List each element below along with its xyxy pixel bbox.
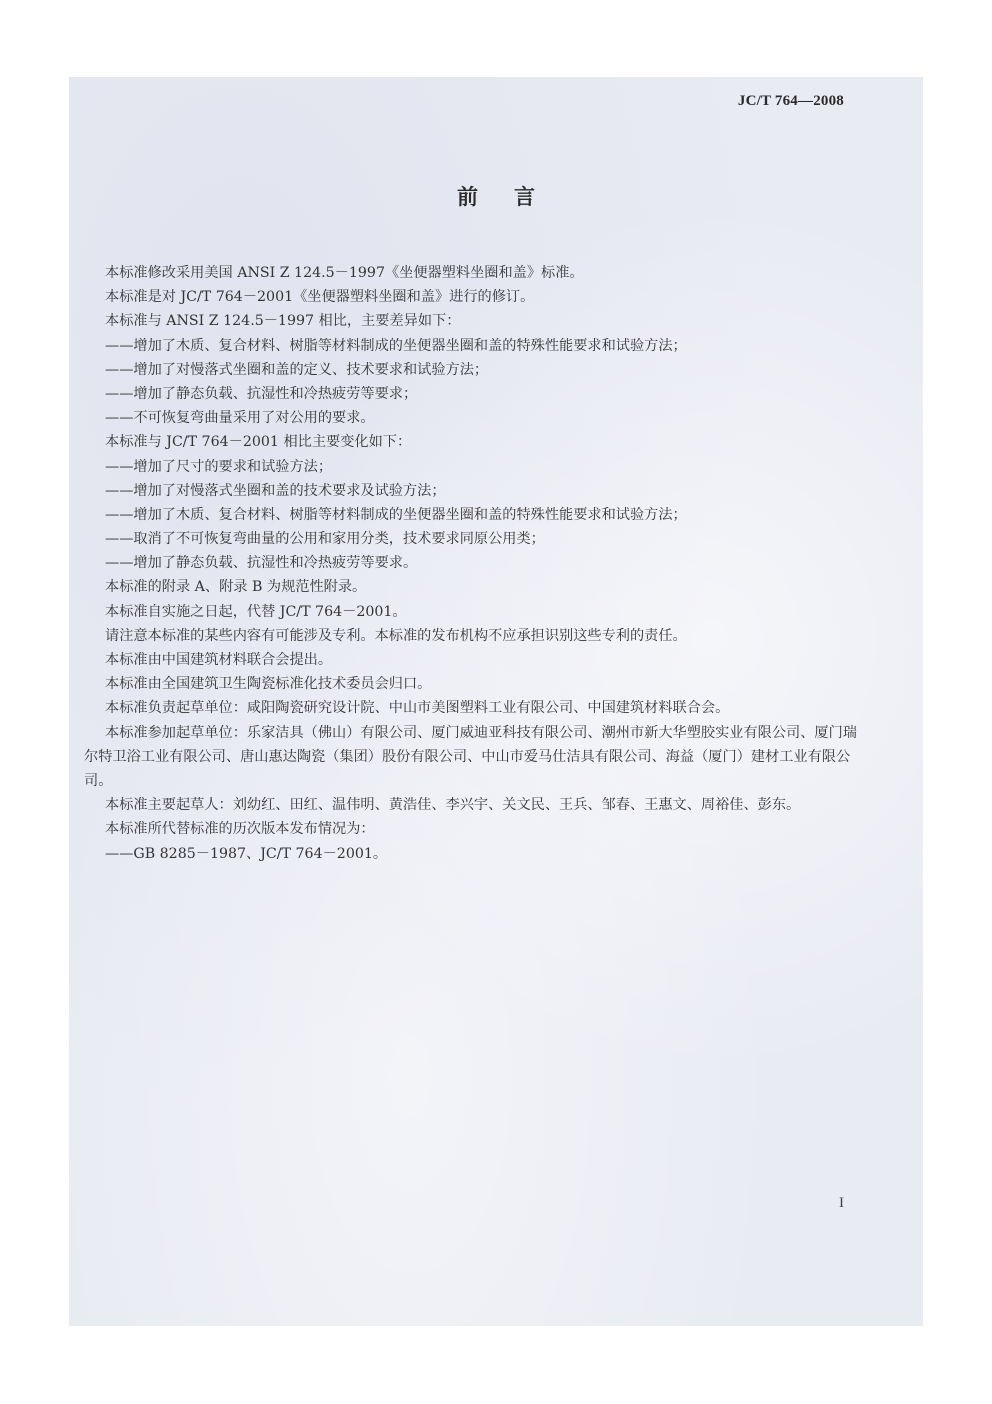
list-item: ——增加了木质、复合材料、树脂等材料制成的坐便器坐圈和盖的特殊性能要求和试验方法； xyxy=(105,337,687,354)
paragraph-lead-drafters: 本标准负责起草单位：咸阳陶瓷研究设计院、中山市美图塑料工业有限公司、中国建筑材料联合会。 xyxy=(105,700,730,717)
list-item: ——增加了静态负载、抗湿性和冷热疲劳等要求； xyxy=(105,385,418,402)
list-item: ——增加了木质、复合材料、树脂等材料制成的坐便器坐圈和盖的特殊性能要求和试验方法； xyxy=(105,506,687,523)
paragraph-history-intro: 本标准所代替标准的历次版本发布情况为： xyxy=(105,821,375,838)
paragraph-participating-drafters: 本标准参加起草单位：乐家洁具（佛山）有限公司、厦门威迪亚科技有限公司、潮州市新大华塑胶实业有限公司、厦门瑞尔特卫浴工业有限公司、唐山惠达陶瓷（集团）股份有限公司、中山市爱马仕洁具有限公司、海益（厦门）建材工业有限公司。 xyxy=(84,724,857,789)
paragraph-committee: 本标准由全国建筑卫生陶瓷标准化技术委员会归口。 xyxy=(105,676,432,693)
list-item: ——增加了静态负载、抗湿性和冷热疲劳等要求。 xyxy=(105,555,418,572)
list-item: ——增加了尺寸的要求和试验方法； xyxy=(105,458,333,475)
standard-code: JC/T 764—2008 xyxy=(737,93,844,109)
document-page xyxy=(69,77,923,1326)
paragraph-adoption: 本标准修改采用美国 ANSI Z 124.5－1997《坐便器塑料坐圈和盖》标准。 xyxy=(105,265,584,281)
paragraph-appendix: 本标准的附录 A、附录 B 为规范性附录。 xyxy=(105,579,367,596)
list-item: ——增加了对慢落式坐圈和盖的技术要求及试验方法； xyxy=(105,482,446,499)
paragraph-patent-notice: 请注意本标准的某些内容有可能涉及专利。本标准的发布机构不应承担识别这些专利的责任。 xyxy=(105,627,687,644)
paragraph-differences-intro: 本标准与 ANSI Z 124.5－1997 相比，主要差异如下： xyxy=(105,313,461,330)
paragraph-replacement: 本标准自实施之日起，代替 JC/T 764－2001。 xyxy=(105,603,407,620)
paragraph-revision: 本标准是对 JC/T 764－2001《坐便器塑料坐圈和盖》进行的修订。 xyxy=(105,289,535,306)
paragraph-main-drafters: 本标准主要起草人：刘幼红、田红、温伟明、黄浩佳、李兴宇、关文民、王兵、邹春、王惠文、周裕佳、彭东。 xyxy=(105,797,801,814)
paragraph-proposer: 本标准由中国建筑材料联合会提出。 xyxy=(105,652,333,668)
page-number: I xyxy=(839,1195,844,1211)
list-item: ——增加了对慢落式坐圈和盖的定义、技术要求和试验方法； xyxy=(105,361,489,378)
foreword-body xyxy=(84,261,863,866)
paragraph-changes-intro: 本标准与 JC/T 764－2001 相比主要变化如下： xyxy=(105,434,412,451)
list-item: ——不可恢复弯曲量采用了对公用的要求。 xyxy=(105,410,375,427)
page-title: 前言 xyxy=(457,185,571,209)
list-item: ——取消了不可恢复弯曲量的公用和家用分类，技术要求同原公用类； xyxy=(105,531,545,548)
list-item: ——GB 8285－1987、JC/T 764－2001。 xyxy=(105,845,388,862)
